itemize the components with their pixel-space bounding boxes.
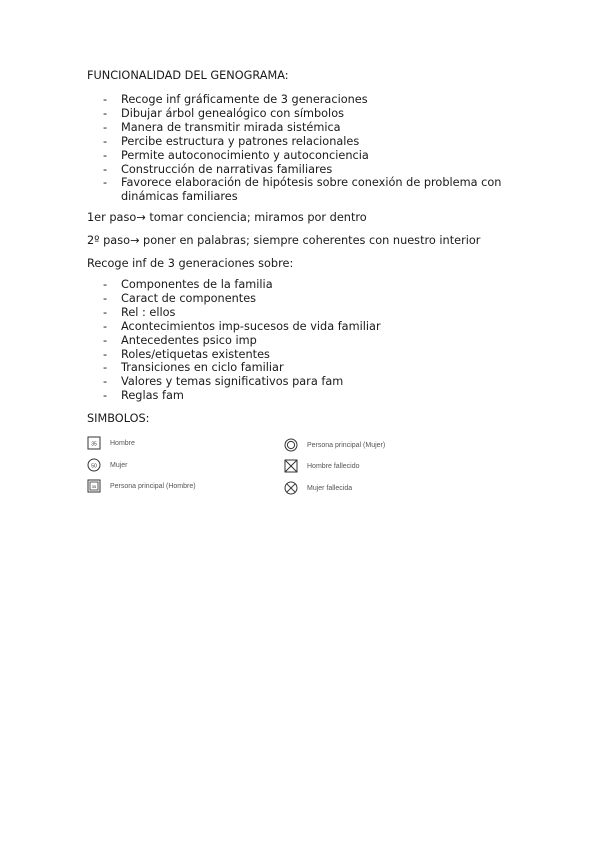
list-item: - Permite autoconocimiento y autoconciencia <box>103 148 369 162</box>
topics-intro: Recoge inf de 3 generaciones sobre: <box>87 257 294 270</box>
double-square-icon <box>87 479 101 493</box>
list-item: - Dibujar árbol genealógico con símbolos <box>103 106 344 120</box>
list-item: - Acontecimientos imp-sucesos de vida familiar <box>103 319 381 333</box>
symbol-label: Hombre fallecido <box>307 462 360 470</box>
step-two-text: 2º paso→ poner en palabras; siempre coherentes con nuestro interior <box>87 234 481 247</box>
list-item: - Antecedentes psico imp <box>103 333 257 347</box>
symbol-label: Persona principal (Mujer) <box>307 441 386 449</box>
double-circle-icon <box>284 438 298 452</box>
symbol-label: Persona principal (Hombre) <box>110 482 196 490</box>
topics-list <box>87 278 381 403</box>
list-item: - Transiciones en ciclo familiar <box>103 361 284 375</box>
list-item: - Favorece elaboración de hipótesis sobre conexión de problema con dinámicas familiares <box>103 176 502 204</box>
symbol-label: Hombre <box>110 439 135 447</box>
symbols-legend <box>87 434 387 506</box>
symbol-mujer <box>87 458 128 472</box>
symbol-persona-principal-mujer <box>284 438 385 452</box>
symbol-hombre-fallecido <box>284 459 360 473</box>
list-item: - Construcción de narrativas familiares <box>103 162 333 176</box>
list-item: - Caract de componentes <box>103 291 257 305</box>
symbol-mark: 50 <box>91 463 97 470</box>
list-item: - Rel : ellos <box>103 305 176 319</box>
step-one-text: 1er paso→ tomar conciencia; miramos por dentro <box>87 211 367 224</box>
symbol-mark: 35 <box>91 441 97 448</box>
circle-icon <box>87 458 101 472</box>
symbol-label: Mujer <box>110 461 128 469</box>
list-item: - Valores y temas significativos para fam <box>103 375 344 389</box>
symbol-persona-principal-hombre <box>87 479 196 493</box>
square-icon <box>87 436 101 450</box>
page-title: FUNCIONALIDAD DEL GENOGRAMA: <box>87 69 289 82</box>
symbol-mark: 35 <box>91 484 97 489</box>
list-item: - Percibe estructura y patrones relacionales <box>103 134 360 148</box>
symbol-label: Mujer fallecida <box>307 484 353 492</box>
symbols-heading: SIMBOLOS: <box>87 412 150 425</box>
crossed-square-icon <box>284 459 298 473</box>
list-item: - Recoge inf gráficamente de 3 generaciones <box>103 93 368 106</box>
symbol-mujer-fallecida <box>284 481 352 495</box>
list-item: - Reglas fam <box>103 389 184 403</box>
functions-list <box>87 93 511 204</box>
list-item: - Manera de transmitir mirada sistémica <box>103 120 341 134</box>
list-item: - Componentes de la familia <box>103 278 273 291</box>
symbol-hombre <box>87 436 135 450</box>
crossed-circle-icon <box>284 481 298 495</box>
list-item: - Roles/etiquetas existentes <box>103 347 270 361</box>
